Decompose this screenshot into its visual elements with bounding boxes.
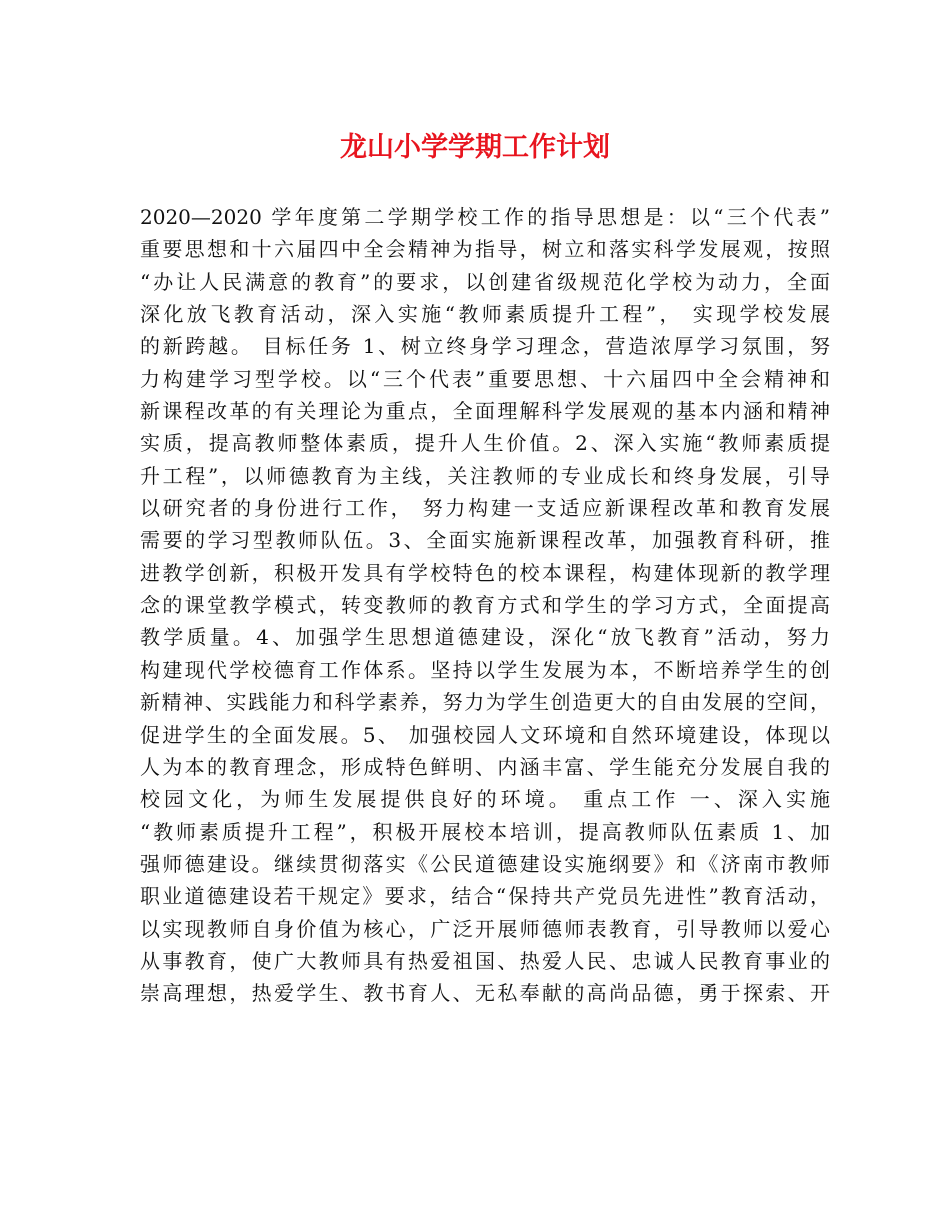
- body-line: 促进学生的全面发展。5、 加强校园人文环境和自然环境建设，体现以: [140, 722, 830, 747]
- body-line: 从事教育，使广大教师具有热爱祖国、热爱人民、忠诚人民教育事业的: [140, 948, 830, 973]
- body-line: “教师素质提升工程”，积极开展校本培训，提高教师队伍素质 1、加: [140, 819, 830, 844]
- body-line: 念的课堂教学模式，转变教师的教育方式和学生的学习方式，全面提高: [140, 593, 830, 618]
- body-line: 需要的学习型教师队伍。3、全面实施新课程改革，加强教育科研，推: [140, 528, 830, 553]
- body-line: 力构建学习型学校。以“三个代表”重要思想、十六届四中全会精神和: [140, 366, 830, 391]
- body-line: 新课程改革的有关理论为重点，全面理解科学发展观的基本内涵和精神: [140, 399, 830, 424]
- document-body: [140, 201, 830, 1010]
- body-line: “办让人民满意的教育”的要求，以创建省级规范化学校为动力，全面: [140, 269, 830, 294]
- body-line: 教学质量。4、加强学生思想道德建设，深化“放飞教育”活动，努力: [140, 625, 830, 650]
- body-line: 的新跨越。 目标任务 1、树立终身学习理念，营造浓厚学习氛围，努: [140, 334, 830, 359]
- body-line: 职业道德建设若干规定》要求，结合“保持共产党员先进性”教育活动，: [140, 884, 830, 909]
- body-line: 构建现代学校德育工作体系。坚持以学生发展为本，不断培养学生的创: [140, 657, 830, 682]
- body-line: 升工程”，以师德教育为主线，关注教师的专业成长和终身发展，引导: [140, 463, 830, 488]
- body-line: 人为本的教育理念，形成特色鲜明、内涵丰富、学生能充分发展自我的: [140, 754, 830, 779]
- body-line: 强师德建设。继续贯彻落实《公民道德建设实施纲要》和《济南市教师: [140, 851, 830, 876]
- body-line: 实质，提高教师整体素质，提升人生价值。2、深入实施“教师素质提: [140, 431, 830, 456]
- body-line: 以实现教师自身价值为核心，广泛开展师德师表教育，引导教师以爱心: [140, 916, 830, 941]
- body-line: 新精神、实践能力和科学素养，努力为学生创造更大的自由发展的空间，: [140, 690, 830, 715]
- body-line: 校园文化，为师生发展提供良好的环境。 重点工作 一、深入实施: [140, 787, 830, 812]
- body-line: 重要思想和十六届四中全会精神为指导，树立和落实科学发展观，按照: [140, 237, 830, 262]
- body-line: 进教学创新，积极开发具有学校特色的校本课程，构建体现新的教学理: [140, 560, 830, 585]
- document-title: 龙山小学学期工作计划: [340, 132, 610, 163]
- body-line: 以研究者的身份进行工作， 努力构建一支适应新课程改革和教育发展: [140, 496, 830, 521]
- body-line: 2020—2020 学年度第二学期学校工作的指导思想是：以“三个代表”: [140, 205, 830, 229]
- body-line: 深化放飞教育活动，深入实施“教师素质提升工程”， 实现学校发展: [140, 302, 830, 327]
- body-line: 崇高理想，热爱学生、教书育人、无私奉献的高尚品德，勇于探索、开: [140, 981, 830, 1006]
